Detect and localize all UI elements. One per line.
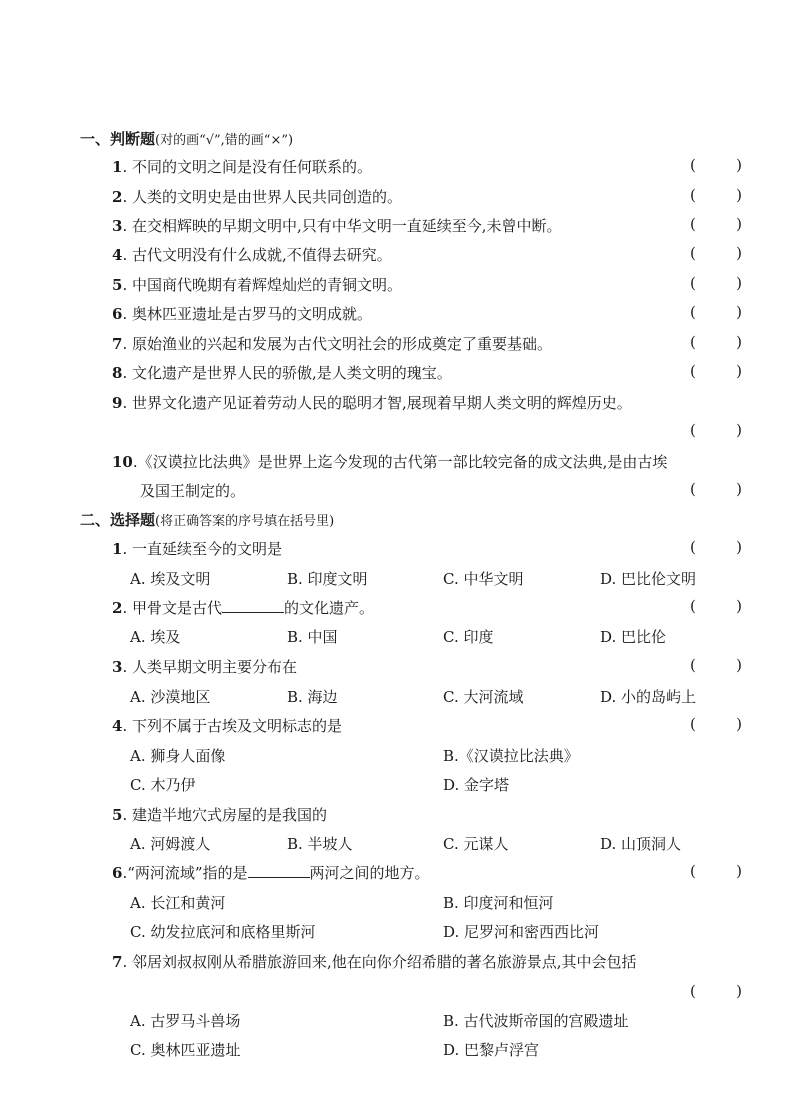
answer-paren-j4[interactable]: ( ): [690, 244, 742, 262]
q4-option-b: B.《汉谟拉比法典》: [443, 747, 579, 765]
section2-note: (将正确答案的序号填在括号里): [155, 514, 335, 529]
choice-question-2: 2. 甲骨文是古代 的文化遗产。: [112, 599, 374, 617]
q3-option-a: A. 沙漠地区: [130, 688, 211, 706]
choice-question-5: 5. 建造半地穴式房屋的是我国的: [112, 806, 327, 824]
q2-option-c: C. 印度: [443, 628, 494, 646]
q6-option-d: D. 尼罗河和密西西比河: [443, 923, 600, 941]
answer-paren-j1[interactable]: ( ): [690, 156, 742, 174]
judgment-item-3: 3. 在交相辉映的早期文明中,只有中华文明一直延续至今,未曾中断。: [112, 217, 562, 235]
q1-option-a: A. 埃及文明: [130, 570, 211, 588]
judgment-item-1: 1. 不同的文明之间是没有任何联系的。: [112, 158, 372, 176]
answer-paren-j3[interactable]: ( ): [690, 215, 742, 233]
answer-paren-j10[interactable]: ( ): [690, 480, 742, 498]
q1-option-c: C. 中华文明: [443, 570, 524, 588]
fill-blank[interactable]: [222, 600, 284, 613]
answer-paren-j8[interactable]: ( ): [690, 362, 742, 380]
answer-paren-c4[interactable]: ( ): [690, 715, 742, 733]
section1-title: 一、判断题: [80, 130, 156, 148]
q7-option-b: B. 古代波斯帝国的宫殿遗址: [443, 1012, 629, 1030]
answer-paren-c1[interactable]: ( ): [690, 538, 742, 556]
q7-option-a: A. 古罗马斗兽场: [130, 1012, 241, 1030]
judgment-item-10: 10.《汉谟拉比法典》是世界上迄今发现的古代第一部比较完备的成文法典,是由古埃: [112, 453, 668, 471]
judgment-item-10-cont: 及国王制定的。: [140, 482, 246, 500]
judgment-item-8: 8. 文化遗产是世界人民的骄傲,是人类文明的瑰宝。: [112, 364, 452, 382]
judgment-item-5: 5. 中国商代晚期有着辉煌灿烂的青铜文明。: [112, 276, 402, 294]
choice-question-1: 1. 一直延续至今的文明是: [112, 540, 282, 558]
judgment-item-2: 2. 人类的文明史是由世界人民共同创造的。: [112, 188, 402, 206]
q7-option-c: C. 奥林匹亚遗址: [130, 1041, 241, 1059]
answer-paren-j6[interactable]: ( ): [690, 303, 742, 321]
section2-title: 二、选择题: [80, 511, 156, 529]
q2-option-d: D. 巴比伦: [600, 628, 667, 646]
q6-option-c: C. 幼发拉底河和底格里斯河: [130, 923, 316, 941]
q4-option-c: C. 木乃伊: [130, 776, 196, 794]
answer-paren-c7[interactable]: ( ): [690, 982, 742, 1000]
section1-note: (对的画“√”,错的画“×”): [155, 133, 294, 148]
fill-blank[interactable]: [248, 865, 310, 878]
q1-option-b: B. 印度文明: [287, 570, 368, 588]
q5-option-a: A. 河姆渡人: [130, 835, 211, 853]
choice-question-4: 4. 下列不属于古埃及文明标志的是: [112, 717, 342, 735]
q4-option-a: A. 狮身人面像: [130, 747, 226, 765]
q6-option-b: B. 印度河和恒河: [443, 894, 554, 912]
choice-question-7: 7. 邻居刘叔叔刚从希腊旅游回来,他在向你介绍希腊的著名旅游景点,其中会包括: [112, 953, 637, 971]
answer-paren-j9[interactable]: ( ): [690, 421, 742, 439]
choice-question-6: 6.“两河流域”指的是 两河之间的地方。: [112, 864, 430, 882]
choice-question-3: 3. 人类早期文明主要分布在: [112, 658, 297, 676]
answer-paren-j7[interactable]: ( ): [690, 333, 742, 351]
answer-paren-j5[interactable]: ( ): [690, 274, 742, 292]
judgment-item-6: 6. 奥林匹亚遗址是古罗马的文明成就。: [112, 305, 372, 323]
q5-option-c: C. 元谋人: [443, 835, 509, 853]
q5-option-b: B. 半坡人: [287, 835, 353, 853]
judgment-item-9: 9. 世界文化遗产见证着劳动人民的聪明才智,展现着早期人类文明的辉煌历史。: [112, 394, 632, 412]
q3-option-b: B. 海边: [287, 688, 338, 706]
q3-option-d: D. 小的岛屿上: [600, 688, 697, 706]
answer-paren-j2[interactable]: ( ): [690, 186, 742, 204]
judgment-item-7: 7. 原始渔业的兴起和发展为古代文明社会的形成奠定了重要基础。: [112, 335, 552, 353]
answer-paren-c3[interactable]: ( ): [690, 656, 742, 674]
section1-heading: [80, 128, 293, 149]
q2-option-b: B. 中国: [287, 628, 338, 646]
q6-option-a: A. 长江和黄河: [130, 894, 226, 912]
judgment-item-4: 4. 古代文明没有什么成就,不值得去研究。: [112, 246, 392, 264]
section2-heading: [80, 509, 334, 530]
q2-option-a: A. 埃及: [130, 628, 181, 646]
q5-option-d: D. 山顶洞人: [600, 835, 682, 853]
q7-option-d: D. 巴黎卢浮宫: [443, 1041, 540, 1059]
q1-option-d: D. 巴比伦文明: [600, 570, 697, 588]
answer-paren-c2[interactable]: ( ): [690, 597, 742, 615]
q3-option-c: C. 大河流域: [443, 688, 524, 706]
answer-paren-c6[interactable]: ( ): [690, 862, 742, 880]
q4-option-d: D. 金字塔: [443, 776, 510, 794]
